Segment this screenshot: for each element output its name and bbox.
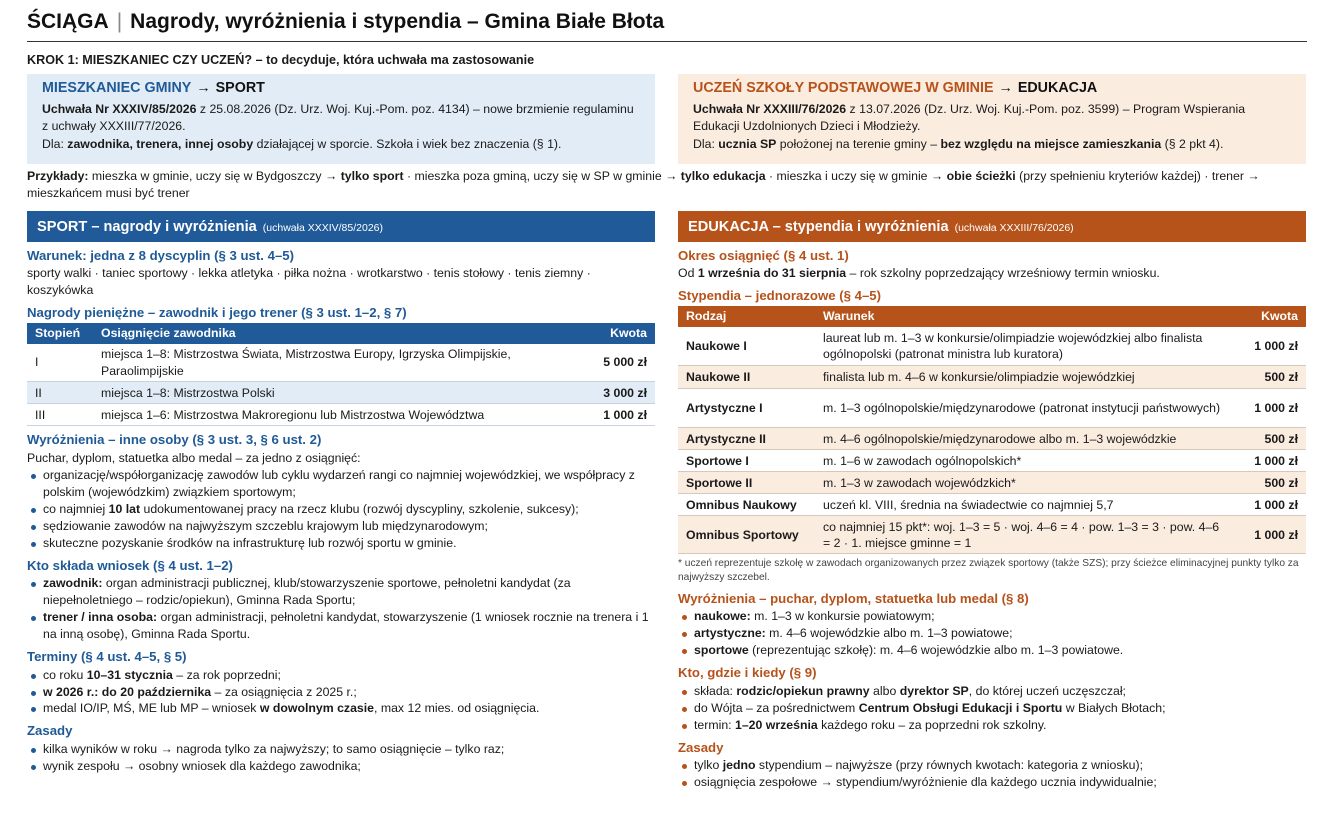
sport-awards-table (27, 323, 655, 427)
list-item: naukowe: m. 1–3 w konkursie powiatowym; (678, 608, 1306, 625)
sport-applicant-heading: Kto składa wniosek (§ 4 ust. 1–2) (27, 557, 233, 573)
education-column (678, 211, 1306, 791)
list-item: trener / inna osoba: organ administracji, pełnoletni kandydat, stowarzyszenie (1 wniosek rocznie na trenera i 1 na inną osobę), Gminna Rada Sportu. (27, 609, 655, 643)
list-item: medal IO/IP, MŚ, ME lub MP – wniosek w dowolnym czasie, max 12 mies. od osiągnięcia. (27, 700, 655, 717)
col-header: Kwota (1230, 306, 1306, 327)
sport-rules-list (27, 741, 655, 775)
resident-scope: Dla: zawodnika, trenera, innej osoby działającej w sporcie. Szkoła i wiek bez znaczenia (§ 1). (42, 136, 562, 151)
list-item: w 2026 r.: do 20 października – za osiągnięcia z 2025 r.; (27, 684, 655, 701)
sport-distinctions-intro: Puchar, dyplom, statuetka albo medal – za jedno z osiągnięć: (27, 450, 361, 465)
arrow-icon: → (998, 80, 1013, 96)
sport-column (27, 211, 655, 775)
table-row: Omnibus Sportowy co najmniej 15 pkt*: woj. 1–3 = 5 · woj. 4–6 = 4 · pow. 1–3 = 3 · pow. 4–6 = 2 · 1. miejsce gminne = 1 1 000 zł (678, 516, 1306, 554)
list-item: termin: 1–20 września każdego roku – za poprzedni rok szkolny. (678, 717, 1306, 734)
table-row: Omnibus Naukowy uczeń kl. VIII, średnia na świadectwie co najmniej 5,7 1 000 zł (678, 494, 1306, 516)
student-resolution: Uchwała Nr XXXIII/76/2026 z 13.07.2026 (Dz. Urz. Woj. Kuj.-Pom. poz. 3599) – Program Wspierania Edukacji Uzdolnionych Dzieci i Młodzieży. (693, 101, 1246, 134)
table-row: Naukowe II finalista lub m. 4–6 w konkursie/olimpiadzie wojewódzkiej 500 zł (678, 366, 1306, 389)
col-header: Rodzaj (678, 306, 815, 327)
edu-rules-heading: Zasady (678, 739, 724, 755)
arrow-icon: → (196, 80, 211, 96)
edu-distinctions-list (678, 608, 1306, 659)
edu-who-list (678, 683, 1306, 734)
resident-box-heading (42, 79, 640, 99)
col-header: Kwota (575, 323, 655, 344)
list-item: zawodnik: organ administracji publicznej, klub/stowarzyszenie sportowe, pełnoletni kandydat (za niepełnoletniego – rodzic/opiekun), Gminna Rada Sportu; (27, 575, 655, 609)
sport-deadlines-list (27, 667, 655, 718)
table-row: Artystyczne II m. 4–6 ogólnopolskie/międzynarodowe albo m. 1–3 wojewódzkie 500 zł (678, 428, 1306, 450)
sport-condition-heading: Warunek: jedna z 8 dyscyplin (§ 3 ust. 4–5) (27, 248, 295, 263)
table-row: Artystyczne I m. 1–3 ogólnopolskie/międzynarodowe (patronat instytucji państwowych) 1 000 zł (678, 389, 1306, 428)
sport-disciplines: sporty walki · taniec sportowy · lekka atletyka · piłka nożna · wrotkarstwo · tenis stołowy · tenis ziemny · koszykówka (27, 266, 591, 298)
title-main: ŚCIĄGA (27, 10, 109, 33)
resident-box (27, 74, 655, 164)
sport-distinctions-list (27, 467, 655, 552)
table-row: III miejsca 1–6: Mistrzostwa Makroregionu lub Mistrzostwa Województwa 1 000 zł (27, 404, 655, 426)
step-heading: KROK 1: MIESZKANIEC CZY UCZEŃ? – to decyduje, która uchwała ma zastosowanie (27, 53, 535, 67)
student-box-heading (693, 79, 1291, 99)
student-box (678, 74, 1306, 164)
edu-period-text: Od 1 września do 31 sierpnia – rok szkolny poprzedzający wrześniowy termin wniosku. (678, 266, 1160, 281)
col-header: Stopień (27, 323, 93, 344)
page-title (27, 8, 1307, 42)
sport-rules-heading: Zasady (27, 723, 73, 739)
list-item: co najmniej 10 lat udokumentowanej pracy na rzecz klubu (rozwój dyscypliny, szkolenie, sukcesy); (27, 501, 655, 518)
sport-deadlines-heading: Terminy (§ 4 ust. 4–5, § 5) (27, 649, 187, 665)
table-row: II miejsca 1–8: Mistrzostwa Polski 3 000 zł (27, 382, 655, 404)
student-scope: Dla: ucznia SP położonej na terenie gminy – bez względu na miejsce zamieszkania (§ 2 pkt 4). (693, 136, 1224, 151)
sport-section-band: SPORT – nagrody i wyróżnienia (uchwała XXXIV/85/2026) (27, 211, 655, 242)
edu-scholarships-heading: Stypendia – jednorazowe (§ 4–5) (678, 288, 882, 304)
examples-line: Przykłady: mieszka w gminie, uczy się w Bydgoszczy → tylko sport · mieszka poza gminą, uczy się w SP w gminie → tylko edukacja · mieszka i uczy się w gminie → obie ścieżki (przy spełnieniu kryteriów każdej) · trener → mieszkańcem musi być trener (27, 169, 1260, 201)
sport-label: SPORT (215, 80, 265, 96)
list-item: organizację/współorganizację zawodów lub cyklu wydarzeń rangi co najmniej wojewódzkiej, we współpracy z polskim (wojewódzkim) związkiem sportowym; (27, 467, 655, 501)
sport-applicant-list (27, 575, 655, 643)
sport-awards-heading: Nagrody pieniężne – zawodnik i jego trener (§ 3 ust. 1–2, § 7) (27, 305, 407, 321)
title-subtitle: Nagrody, wyróżnienia i stypendia – Gmina Białe Błota (130, 10, 665, 33)
list-item: sportowe (reprezentując szkołę): m. 4–6 wojewódzkie albo m. 1–3 powiatowe. (678, 642, 1306, 659)
education-label: EDUKACJA (1017, 80, 1098, 96)
title-separator: | (116, 10, 123, 33)
list-item: artystyczne: m. 4–6 wojewódzkie albo m. 1–3 powiatowe; (678, 625, 1306, 642)
list-item: sędziowanie zawodów na najwyższym szczeblu krajowym lub międzynarodowym; (27, 518, 655, 535)
list-item: wynik zespołu → osobny wniosek dla każdego zawodnika; (27, 758, 655, 775)
table-row: Sportowe II m. 1–3 w zawodach wojewódzkich* 500 zł (678, 472, 1306, 494)
list-item: tylko jedno stypendium – najwyższe (przy równych kwotach: kategoria z wniosku); (678, 757, 1306, 774)
education-section-band: EDUKACJA – stypendia i wyróżnienia (uchwała XXXIII/76/2026) (678, 211, 1306, 242)
list-item: osiągnięcia zespołowe → stypendium/wyróżnienie dla każdego ucznia indywidualnie; (678, 774, 1306, 791)
table-row: I miejsca 1–8: Mistrzostwa Świata, Mistrzostwa Europy, Igrzyska Olimpijskie, Paraolimpijskie 5 000 zł (27, 344, 655, 382)
col-header: Warunek (815, 306, 1230, 327)
edu-distinctions-heading: Wyróżnienia – puchar, dyplom, statuetka lub medal (§ 8) (678, 590, 1029, 606)
resident-resolution: Uchwała Nr XXXIV/85/2026 z 25.08.2026 (Dz. Urz. Woj. Kuj.-Pom. poz. 4134) – nowe brzmienie regulaminu z uchwały XXXIII/77/2026. (42, 101, 634, 134)
edu-who-heading: Kto, gdzie i kiedy (§ 9) (678, 665, 817, 681)
edu-table-footnote: * uczeń reprezentuje szkołę w zawodach organizowanych przez związek sportowy (także SZS); przy ścieżce eliminacyjnej punkty tylko za najwyższy szczebel. (678, 558, 1299, 584)
list-item: składa: rodzic/opiekun prawny albo dyrektor SP, do której uczeń uczęszczał; (678, 683, 1306, 700)
list-item: skuteczne pozyskanie środków na infrastrukturę lub rozwój sportu w gminie. (27, 535, 655, 552)
col-header: Osiągnięcie zawodnika (93, 323, 575, 344)
edu-rules-list (678, 757, 1306, 791)
list-item: co roku 10–31 stycznia – za rok poprzedni; (27, 667, 655, 684)
edu-period-heading: Okres osiągnięć (§ 4 ust. 1) (678, 248, 849, 263)
table-row: Naukowe I laureat lub m. 1–3 w konkursie/olimpiadzie wojewódzkiej albo finalista ogólnopolski (patronat ministra lub kuratora) 1 000 zł (678, 327, 1306, 366)
list-item: do Wójta – za pośrednictwem Centrum Obsługi Edukacji i Sportu w Białych Błotach; (678, 700, 1306, 717)
student-label: UCZEŃ SZKOŁY PODSTAWOWEJ W GMINIE (693, 80, 994, 96)
sport-distinctions-heading: Wyróżnienia – inne osoby (§ 3 ust. 3, § 6 ust. 2) (27, 432, 322, 448)
edu-scholarships-table (678, 306, 1306, 555)
list-item: kilka wyników w roku → nagroda tylko za najwyższy; to samo osiągnięcie – tylko raz; (27, 741, 655, 758)
resident-label: MIESZKANIEC GMINY (42, 80, 192, 96)
table-row: Sportowe I m. 1–6 w zawodach ogólnopolskich* 1 000 zł (678, 450, 1306, 472)
